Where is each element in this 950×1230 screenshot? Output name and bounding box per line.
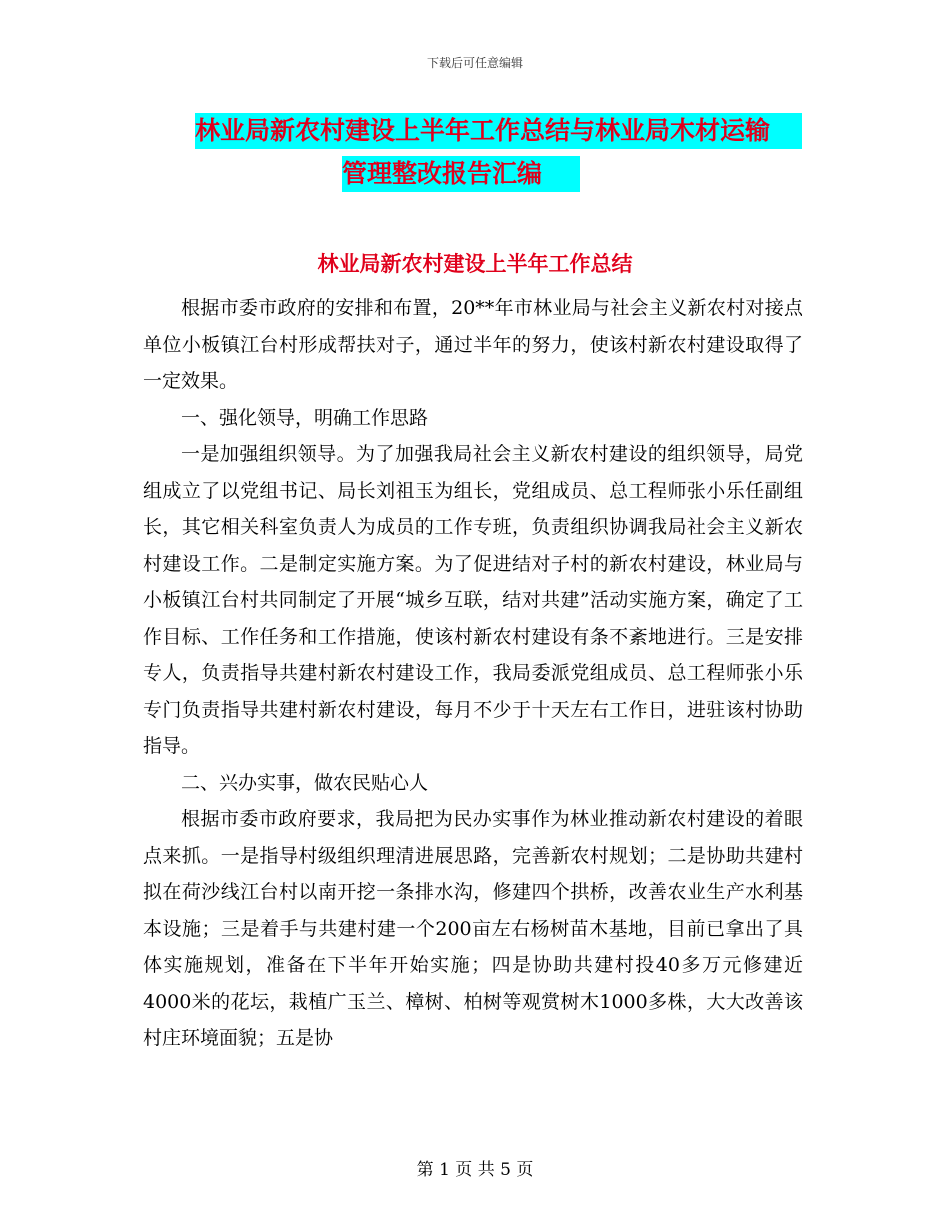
paragraph-practical-affairs: 根据市委市政府要求，我局把为民办实事作为林业推动新农村建设的着眼点来抓。一是指导村级组织理清进展思路，完善新农村规划；二是协助共建村拟在荷沙线江台村以南开挖一条排水沟，修建四个拱桥，改善农业生产水利基本设施；三是着手与共建村建一个200亩左右杨树苗木基地，目前已拿出了具体实施规划，准备在下半年开始实施；四是协助共建村投40多万元修建近4000米的花坛，栽植广玉兰、樟树、柏树等观赏树木1000多株，大大改善该村庄环境面貌；五是协 — [143, 808, 803, 1049]
document-body — [143, 290, 803, 1057]
heading-practical-affairs: 二、兴办实事，做农民贴心人 — [181, 771, 429, 794]
header-note: 下载后可任意编辑 — [426, 56, 523, 70]
paragraph-leadership: 一是加强组织领导。为了加强我局社会主义新农村建设的组织领导，局党组成立了以党组书记、局长刘祖玉为组长，党组成员、总工程师张小乐任副组长，其它相关科室负责人为成员的工作专班，负责组织协调我局社会主义新农村建设工作。二是制定实施方案。为了促进结对子村的新农村建设，林业局与小板镇江台村共同制定了开展“城乡互联，结对共建”活动实施方案，确定了工作目标、工作任务和工作措施，使该村新农村建设有条不紊地进行。三是安排专人，负责指导共建村新农村建设工作，我局委派党组成员、总工程师张小乐专门负责指导共建村新农村建设，每月不少于十天左右工作日，进驻该村协助指导。 — [143, 443, 803, 757]
document-title-line-2: 管理整改报告汇编 — [342, 156, 580, 192]
page-number: 第 1 页 共 5 页 — [416, 1160, 534, 1180]
paragraph-intro: 根据市委市政府的安排和布置，20**年市林业局与社会主义新农村对接点单位小板镇江台村形成帮扶对子，通过半年的努力，使该村新农村建设取得了一定效果。 — [143, 297, 803, 392]
heading-leadership: 一、强化领导，明确工作思路 — [181, 406, 429, 429]
document-title-line-1: 林业局新农村建设上半年工作总结与林业局木材运输 — [195, 113, 802, 149]
section-title: 林业局新农村建设上半年工作总结 — [317, 251, 633, 276]
